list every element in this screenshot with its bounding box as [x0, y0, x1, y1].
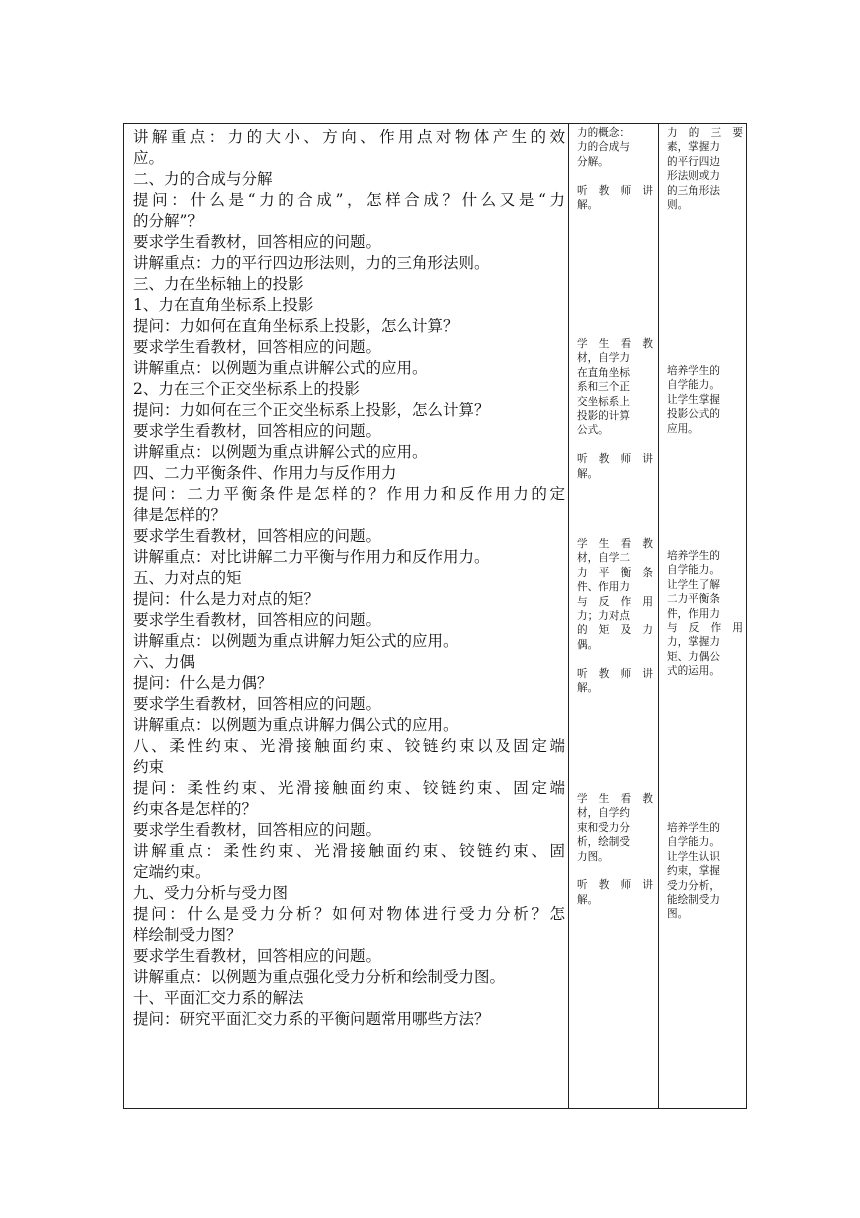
design-intent-cell [667, 549, 743, 679]
note-line: 学 生 看 教 [577, 338, 653, 350]
note-line: 学 生 看 教 [577, 538, 653, 550]
content-line: 讲解重点：力的平行四边形法则，力的三角形法则。 [133, 254, 490, 272]
note-line: 材，自学约 [577, 807, 630, 820]
note-line: 的 矩 及 力 [577, 624, 653, 637]
note-line: 培养学生的 [667, 822, 720, 834]
note-line: 听 教 师 讲 [577, 184, 653, 197]
note-line: 自学能力。 [667, 836, 720, 849]
note-line: 听 教 师 讲 [577, 453, 653, 466]
note-line: 件、作用力 [577, 581, 630, 594]
note-line [577, 864, 653, 878]
student-activity-cell [577, 537, 653, 695]
content-line: 定端约束。 [133, 863, 211, 881]
note-line: 力；力对点 [577, 609, 630, 622]
content-line: 样绘制受力图？ [133, 926, 242, 944]
note-line: 件，作用力 [667, 607, 720, 620]
note-line: 素，掌握力 [667, 141, 720, 154]
note-line: 式的运用。 [667, 665, 720, 678]
note-line: 束和受力分 [577, 821, 630, 834]
note-line: 解。 [577, 681, 599, 694]
content-line: 律是怎样的？ [133, 506, 227, 524]
note-line [577, 652, 653, 666]
content-line: 讲解重点：以例题为重点强化受力分析和绘制受力图。 [133, 968, 506, 986]
note-line: 听 教 师 讲 [577, 879, 653, 892]
note-line: 自学能力。 [667, 564, 720, 577]
note-line: 应用。 [667, 422, 699, 435]
note-line [577, 169, 653, 183]
note-line: 分解。 [577, 155, 609, 168]
note-line: 约束，掌握 [667, 865, 720, 878]
note-line: 投影公式的 [667, 408, 720, 421]
content-line: 要求学生看教材，回答相应的问题。 [133, 695, 382, 713]
content-line: 要求学生看教材，回答相应的问题。 [133, 611, 382, 629]
note-line: 力，掌握力 [667, 636, 720, 649]
content-line: 的分解”？ [133, 212, 203, 230]
content-line: 提问：力如何在三个正交坐标系上投影，怎么计算？ [133, 401, 490, 419]
note-line: 材，自学力 [577, 352, 630, 365]
note-line: 投影的计算 [577, 409, 630, 422]
note-line: 听 教 师 讲 [577, 667, 653, 680]
note-line: 力的概念： [577, 127, 630, 139]
note-line: 与 反 作 用 [667, 621, 743, 634]
design-intent-cell [667, 821, 743, 922]
note-line: 让学生掌握 [667, 393, 720, 406]
note-line: 力 平 衡 条 [577, 566, 653, 579]
note-line: 系和三个正 [577, 381, 630, 394]
content-line: 要求学生看教材，回答相应的问题。 [133, 947, 382, 965]
note-line: 培养学生的 [667, 550, 720, 562]
note-line: 公式。 [577, 424, 609, 437]
content-line: 讲解重点：力的大小、方向、作用点对物体产生的效 [133, 128, 565, 146]
note-line: 二力平衡条 [667, 593, 720, 606]
note-line: 解。 [577, 198, 599, 211]
content-line: 讲解重点：对比讲解二力平衡与作用力和反作用力。 [133, 548, 490, 566]
content-line: 九、受力分析与受力图 [133, 884, 289, 902]
content-line: 要求学生看教材，回答相应的问题。 [133, 338, 382, 356]
note-line: 材，自学二 [577, 552, 630, 565]
content-line: 约束各是怎样的？ [133, 800, 258, 818]
content-line: 提问：研究平面汇交力系的平衡问题常用哪些方法？ [133, 1010, 490, 1028]
column-divider [568, 124, 569, 1108]
content-line: 二、力的合成与分解 [133, 170, 273, 188]
note-line: 力的合成与 [577, 141, 630, 154]
content-line: 约束 [133, 758, 165, 776]
content-line: 提问：力如何在直角坐标系上投影，怎么计算？ [133, 317, 459, 335]
design-intent-cell [667, 126, 743, 212]
content-line: 六、力偶 [133, 653, 196, 671]
content-line: 要求学生看教材，回答相应的问题。 [133, 233, 382, 251]
design-intent-cell [667, 364, 743, 436]
content-line: 讲解重点：以例题为重点讲解力矩公式的应用。 [133, 632, 459, 650]
note-line: 力图。 [577, 850, 609, 863]
note-line: 让学生认识 [667, 850, 720, 863]
content-line: 讲解重点：柔性约束、光滑接触面约束、铰链约束、固 [133, 842, 565, 860]
note-line: 析，绘制受 [577, 836, 630, 849]
teaching-content-column [133, 127, 565, 1030]
content-line: 要求学生看教材，回答相应的问题。 [133, 527, 382, 545]
content-line: 十、平面汇交力系的解法 [133, 989, 304, 1007]
note-line [577, 438, 653, 452]
content-line: 三、力在坐标轴上的投影 [133, 275, 304, 293]
note-line: 偶。 [577, 638, 599, 651]
student-activity-cell [577, 337, 653, 481]
lesson-plan-table [123, 123, 747, 1109]
note-line: 自学能力。 [667, 379, 720, 392]
note-line: 解。 [577, 893, 599, 906]
note-line: 在直角坐标 [577, 366, 630, 379]
content-line: 四、二力平衡条件、作用力与反作用力 [133, 464, 397, 482]
note-line: 解。 [577, 467, 599, 480]
content-line: 讲解重点：以例题为重点讲解公式的应用。 [133, 359, 428, 377]
content-line: 要求学生看教材，回答相应的问题。 [133, 422, 382, 440]
note-line: 培养学生的 [667, 365, 720, 377]
note-line: 形法则或力 [667, 170, 720, 183]
content-line: 提问：什么是受力分析？如何对物体进行受力分析？怎 [133, 905, 565, 923]
content-line: 2、力在三个正交坐标系上的投影 [133, 380, 360, 398]
content-line: 要求学生看教材，回答相应的问题。 [133, 821, 382, 839]
note-line: 力 的 三 要 [667, 127, 743, 139]
note-line: 能绘制受力 [667, 893, 720, 906]
note-line: 的三角形法 [667, 184, 720, 197]
content-line: 应。 [133, 149, 165, 167]
note-line: 受力分析， [667, 879, 720, 892]
content-line: 1、力在直角坐标系上投影 [133, 296, 314, 314]
content-line: 提问：什么是力偶？ [133, 674, 273, 692]
note-line: 则。 [667, 198, 689, 211]
note-line: 让学生了解 [667, 578, 720, 591]
note-line: 与 反 作 用 [577, 595, 653, 608]
student-activity-cell [577, 126, 653, 212]
note-line: 交坐标系上 [577, 395, 630, 408]
column-divider [658, 124, 659, 1108]
content-line: 讲解重点：以例题为重点讲解力偶公式的应用。 [133, 716, 459, 734]
note-line: 矩、力偶公 [667, 650, 720, 663]
student-activity-cell [577, 792, 653, 907]
content-line: 五、力对点的矩 [133, 569, 242, 587]
content-line: 提问：柔性约束、光滑接触面约束、铰链约束、固定端 [133, 779, 565, 797]
content-line: 提问：什么是力对点的矩？ [133, 590, 320, 608]
note-line: 的平行四边 [667, 155, 720, 168]
content-line: 讲解重点：以例题为重点讲解公式的应用。 [133, 443, 428, 461]
content-line: 提问：什么是“力的合成”，怎样合成？什么又是“力 [133, 191, 565, 209]
content-line: 八、柔性约束、光滑接触面约束、铰链约束以及固定端 [133, 737, 565, 755]
content-line: 提问：二力平衡条件是怎样的？作用力和反作用力的定 [133, 485, 565, 503]
note-line: 学 生 看 教 [577, 793, 653, 805]
note-line: 图。 [667, 908, 689, 921]
